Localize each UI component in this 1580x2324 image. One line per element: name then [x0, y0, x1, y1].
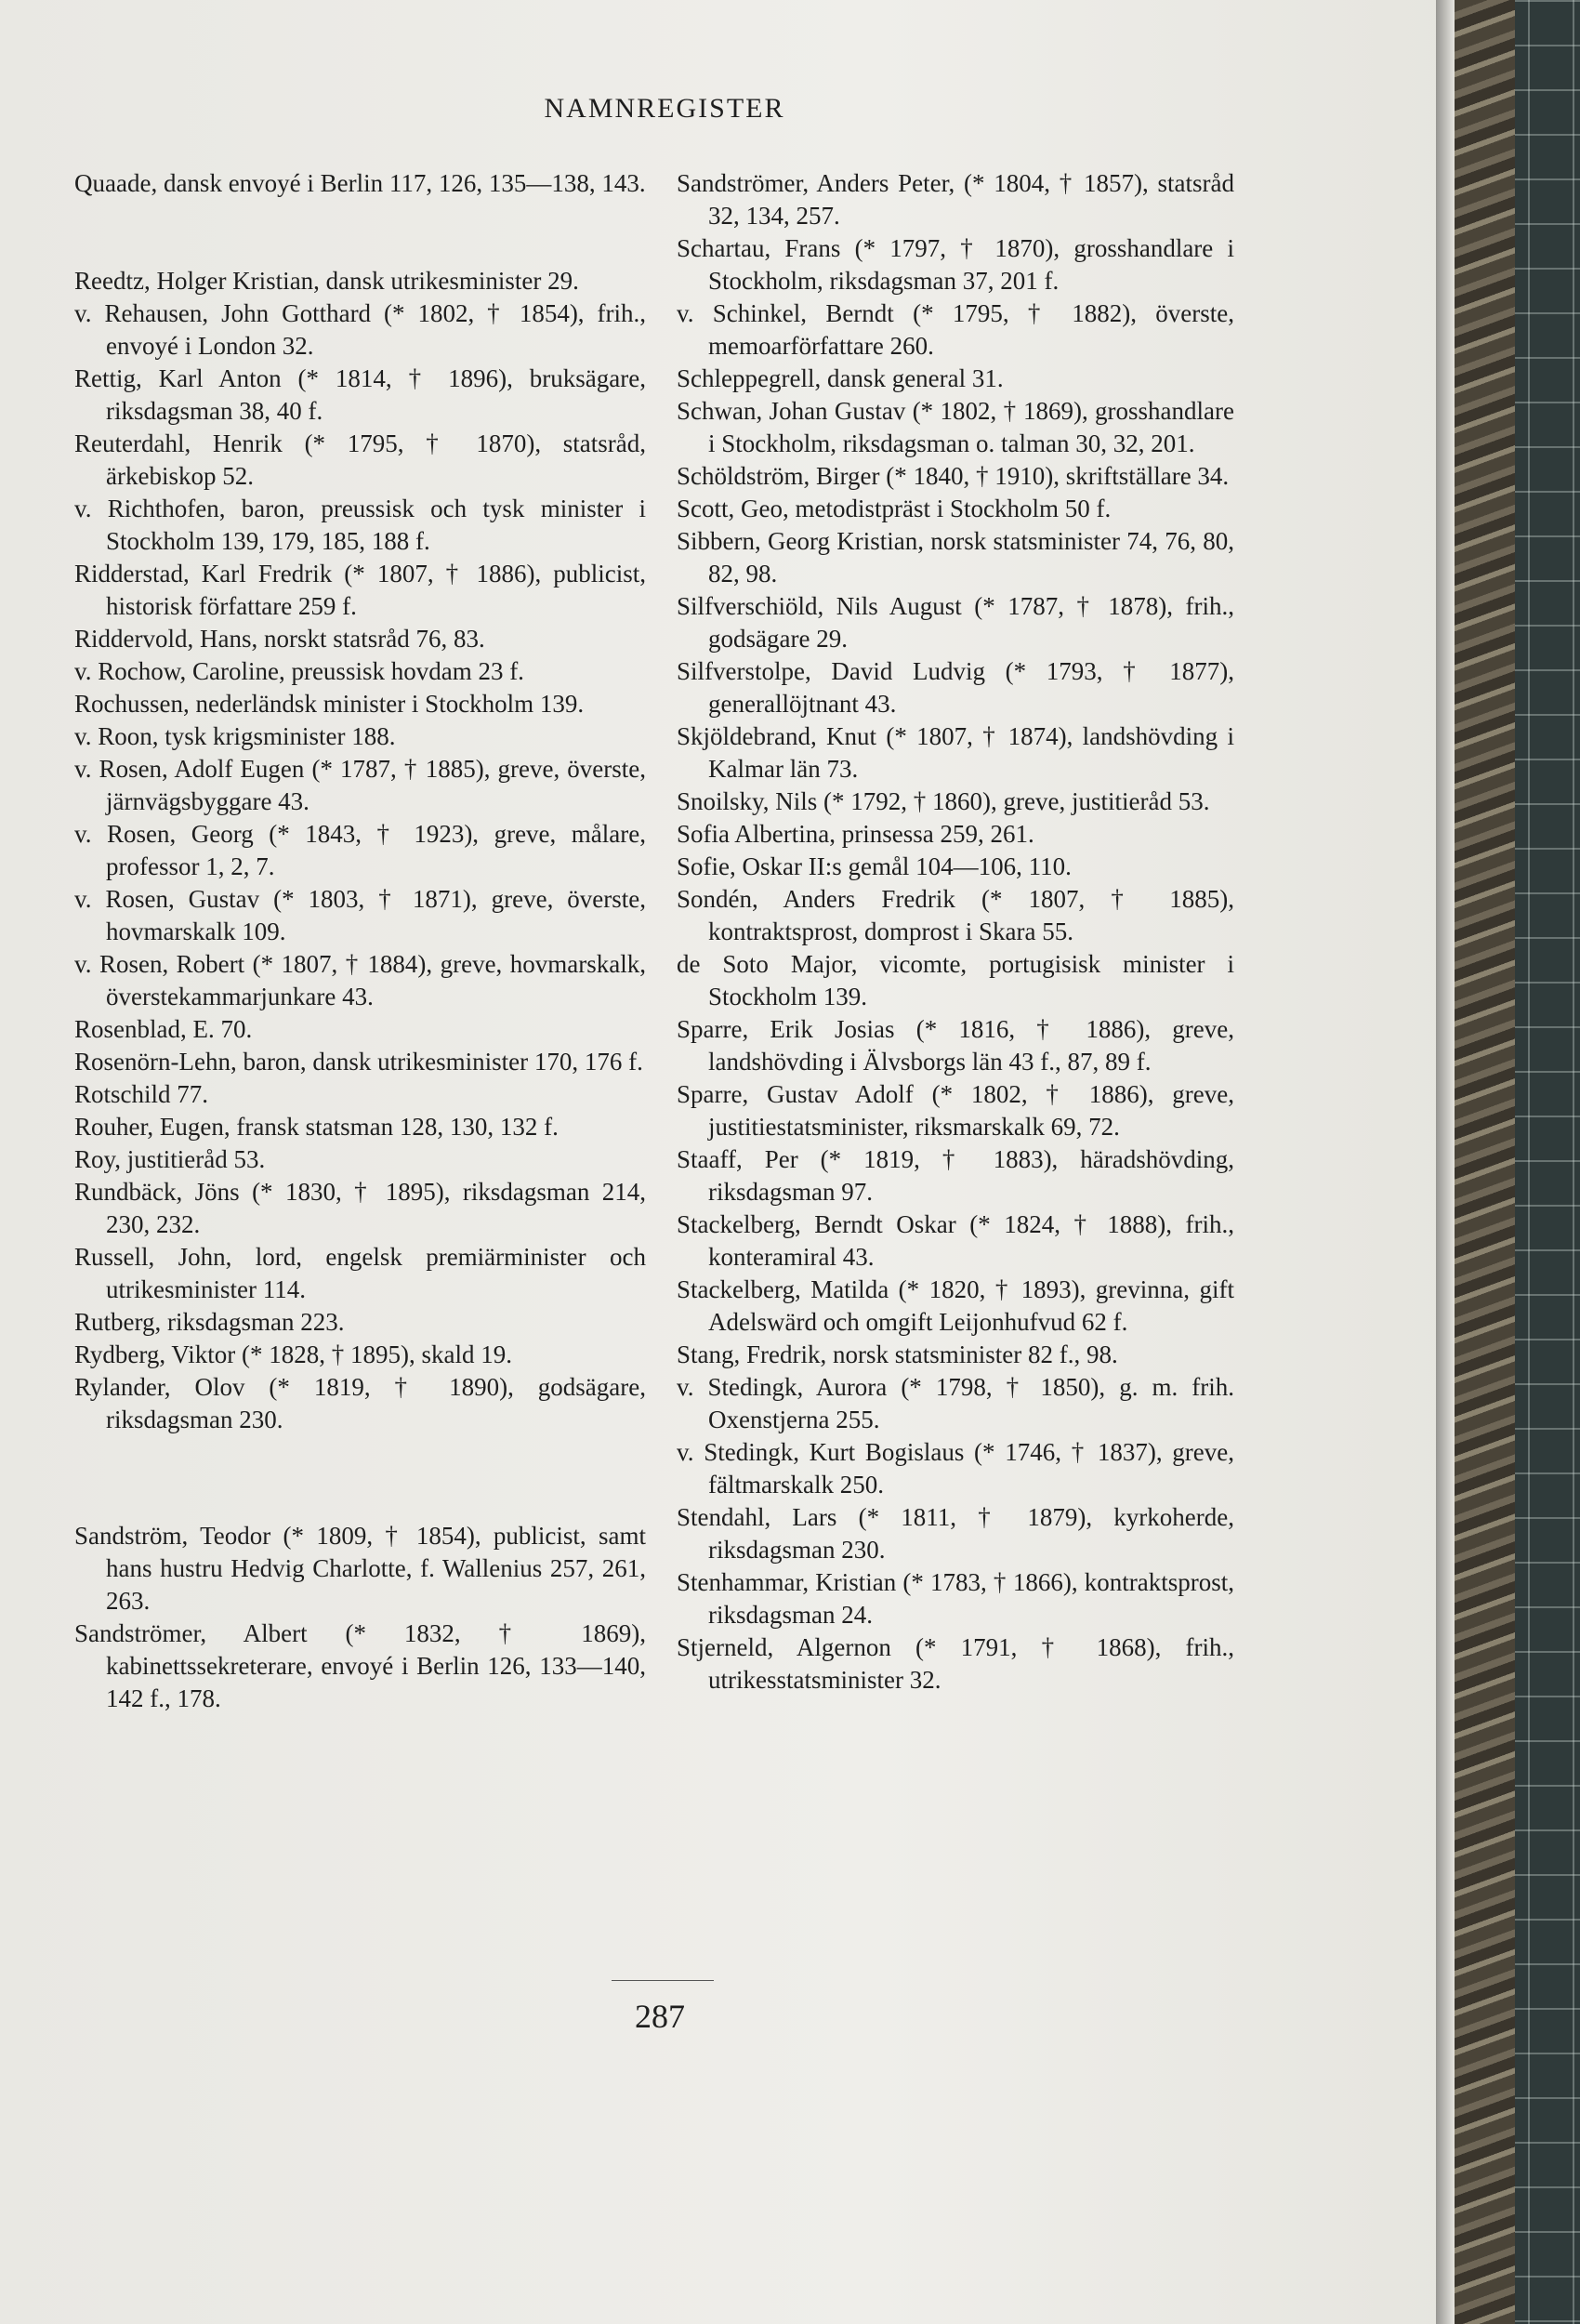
index-entry: Schwan, Johan Gustav (* 1802, † 1869), grosshandlare i Stockholm, riksdagsman o. talman 30, 32, 201.	[677, 397, 1234, 457]
index-entry: Staaff, Per (* 1819, † 1883), häradshövding, riksdagsman 97.	[677, 1145, 1234, 1206]
page-gutter-shadow	[1436, 0, 1455, 2324]
index-entry: Rundbäck, Jöns (* 1830, † 1895), riksdagsman 214, 230, 232.	[74, 1178, 646, 1238]
left-entries-mid	[74, 265, 646, 1436]
index-entry: Sandström, Teodor (* 1809, † 1854), publicist, samt hans hustru Hedvig Charlotte, f. Wallenius 257, 261, 263.	[74, 1522, 646, 1615]
index-entry: Schleppegrell, dansk general 31.	[677, 364, 1004, 392]
index-entry: Riddervold, Hans, norskt statsråd 76, 83.	[74, 625, 485, 653]
index-entry: Stenhammar, Kristian (* 1783, † 1866), kontraktsprost, riksdagsman 24.	[677, 1568, 1234, 1629]
index-entry: Stang, Fredrik, norsk statsminister 82 f., 98.	[677, 1340, 1118, 1368]
page-number: 287	[635, 1998, 685, 2035]
index-entry: v. Rosen, Gustav (* 1803, † 1871), greve, överste, hovmarskalk 109.	[74, 885, 646, 945]
running-header: NAMNREGISTER	[544, 93, 785, 124]
index-entry: Russell, John, lord, engelsk premiärminister och utrikesminister 114.	[74, 1243, 646, 1303]
index-entry: Rouher, Eugen, fransk statsman 128, 130, 132 f.	[74, 1113, 559, 1141]
index-entry: v. Richthofen, baron, preussisk och tysk minister i Stockholm 139, 179, 185, 188 f.	[74, 495, 646, 555]
index-entry: Snoilsky, Nils (* 1792, † 1860), greve, justitieråd 53.	[677, 787, 1210, 815]
section-gap	[74, 1436, 646, 1520]
index-entry: Sondén, Anders Fredrik (* 1807, † 1885), kontraktsprost, domprost i Skara 55.	[677, 885, 1234, 945]
index-entry: Rosenörn-Lehn, baron, dansk utrikesminister 170, 176 f.	[74, 1048, 643, 1076]
left-entries-bottom	[74, 1520, 646, 1715]
book-cover-edge	[1450, 0, 1515, 2324]
index-entry: v. Rosen, Robert (* 1807, † 1884), greve, hovmarskalk, överstekammarjunkare 43.	[74, 950, 646, 1010]
index-entry: v. Rochow, Caroline, preussisk hovdam 23 f.	[74, 657, 524, 685]
index-entry: Scott, Geo, metodistpräst i Stockholm 50 f.	[677, 495, 1112, 522]
index-entry: Stackelberg, Berndt Oskar (* 1824, † 1888), frih., konteramiral 43.	[677, 1210, 1234, 1271]
index-entry: de Soto Major, vicomte, portugisisk minister i Stockholm 139.	[677, 950, 1234, 1010]
index-entry: Sandströmer, Albert (* 1832, † 1869), kabinettssekreterare, envoyé i Berlin 126, 133—140, 142 f., 178.	[74, 1619, 646, 1712]
index-entry: Rettig, Karl Anton (* 1814, † 1896), bruksägare, riksdagsman 38, 40 f.	[74, 364, 646, 425]
index-entry: v. Roon, tysk krigsminister 188.	[74, 722, 396, 750]
index-entry: Ridderstad, Karl Fredrik (* 1807, † 1886), publicist, historisk författare 259 f.	[74, 560, 646, 620]
index-entry: v. Stedingk, Kurt Bogislaus (* 1746, † 1837), greve, fältmarskalk 250.	[677, 1438, 1234, 1499]
index-entry: v. Rosen, Georg (* 1843, † 1923), greve, målare, professor 1, 2, 7.	[74, 820, 646, 880]
index-entry: Skjöldebrand, Knut (* 1807, † 1874), landshövding i Kalmar län 73.	[677, 722, 1234, 783]
index-entry: Rochussen, nederländsk minister i Stockholm 139.	[74, 690, 585, 718]
index-entry: Reedtz, Holger Kristian, dansk utrikesminister 29.	[74, 267, 579, 295]
index-entry: Roy, justitieråd 53.	[74, 1145, 266, 1173]
index-entry: v. Rosen, Adolf Eugen (* 1787, † 1885), greve, överste, järnvägsbyggare 43.	[74, 755, 646, 815]
index-entry: Schartau, Frans (* 1797, † 1870), grosshandlare i Stockholm, riksdagsman 37, 201 f.	[677, 234, 1234, 295]
index-entry: Sparre, Gustav Adolf (* 1802, † 1886), greve, justitiestatsminister, riksmarskalk 69, 72.	[677, 1080, 1234, 1141]
index-entry: Stackelberg, Matilda (* 1820, † 1893), grevinna, gift Adelswärd och omgift Leijonhufvud 62 f.	[677, 1275, 1234, 1336]
index-entry: Quaade, dansk envoyé i Berlin 117, 126, 135—138, 143.	[74, 169, 646, 197]
index-entry: Rotschild 77.	[74, 1080, 209, 1108]
index-entry: v. Schinkel, Berndt (* 1795, † 1882), överste, memoarförfattare 260.	[677, 299, 1234, 360]
index-entry: Schöldström, Birger (* 1840, † 1910), skriftställare 34.	[677, 462, 1230, 490]
index-entry: Sofia Albertina, prinsessa 259, 261.	[677, 820, 1034, 848]
index-entry: Silfverstolpe, David Ludvig (* 1793, † 1877), generallöjtnant 43.	[677, 657, 1234, 718]
index-entry: Stjerneld, Algernon (* 1791, † 1868), frih., utrikesstatsminister 32.	[677, 1633, 1234, 1694]
right-entries	[677, 167, 1234, 1697]
index-entry: Reuterdahl, Henrik (* 1795, † 1870), statsråd, ärkebiskop 52.	[74, 429, 646, 490]
index-entry: Sofie, Oskar II:s gemål 104—106, 110.	[677, 852, 1072, 880]
index-entry: Sibbern, Georg Kristian, norsk statsminister 74, 76, 80, 82, 98.	[677, 527, 1234, 588]
index-entry: v. Stedingk, Aurora (* 1798, † 1850), g. m. frih. Oxenstjerna 255.	[677, 1373, 1234, 1433]
index-entry: Rutberg, riksdagsman 223.	[74, 1308, 345, 1336]
index-entry: Rosenblad, E. 70.	[74, 1015, 253, 1043]
left-column	[74, 167, 646, 1715]
section-gap	[74, 200, 646, 265]
index-entry: Silfverschiöld, Nils August (* 1787, † 1878), frih., godsägare 29.	[677, 592, 1234, 653]
right-column	[677, 167, 1234, 1697]
index-entry: Rylander, Olov (* 1819, † 1890), godsägare, riksdagsman 230.	[74, 1373, 646, 1433]
index-entry: Sandströmer, Anders Peter, (* 1804, † 1857), statsråd 32, 134, 257.	[677, 169, 1234, 230]
index-entry: v. Rehausen, John Gotthard (* 1802, † 1854), frih., envoyé i London 32.	[74, 299, 646, 360]
index-entry: Sparre, Erik Josias (* 1816, † 1886), greve, landshövding i Älvsborgs län 43 f., 87, 89 f.	[677, 1015, 1234, 1076]
left-entries-top	[74, 167, 646, 200]
index-entry: Rydberg, Viktor (* 1828, † 1895), skald 19.	[74, 1340, 513, 1368]
index-entry: Stendahl, Lars (* 1811, † 1879), kyrkoherde, riksdagsman 230.	[677, 1503, 1234, 1564]
footer-rule	[612, 1980, 714, 1981]
